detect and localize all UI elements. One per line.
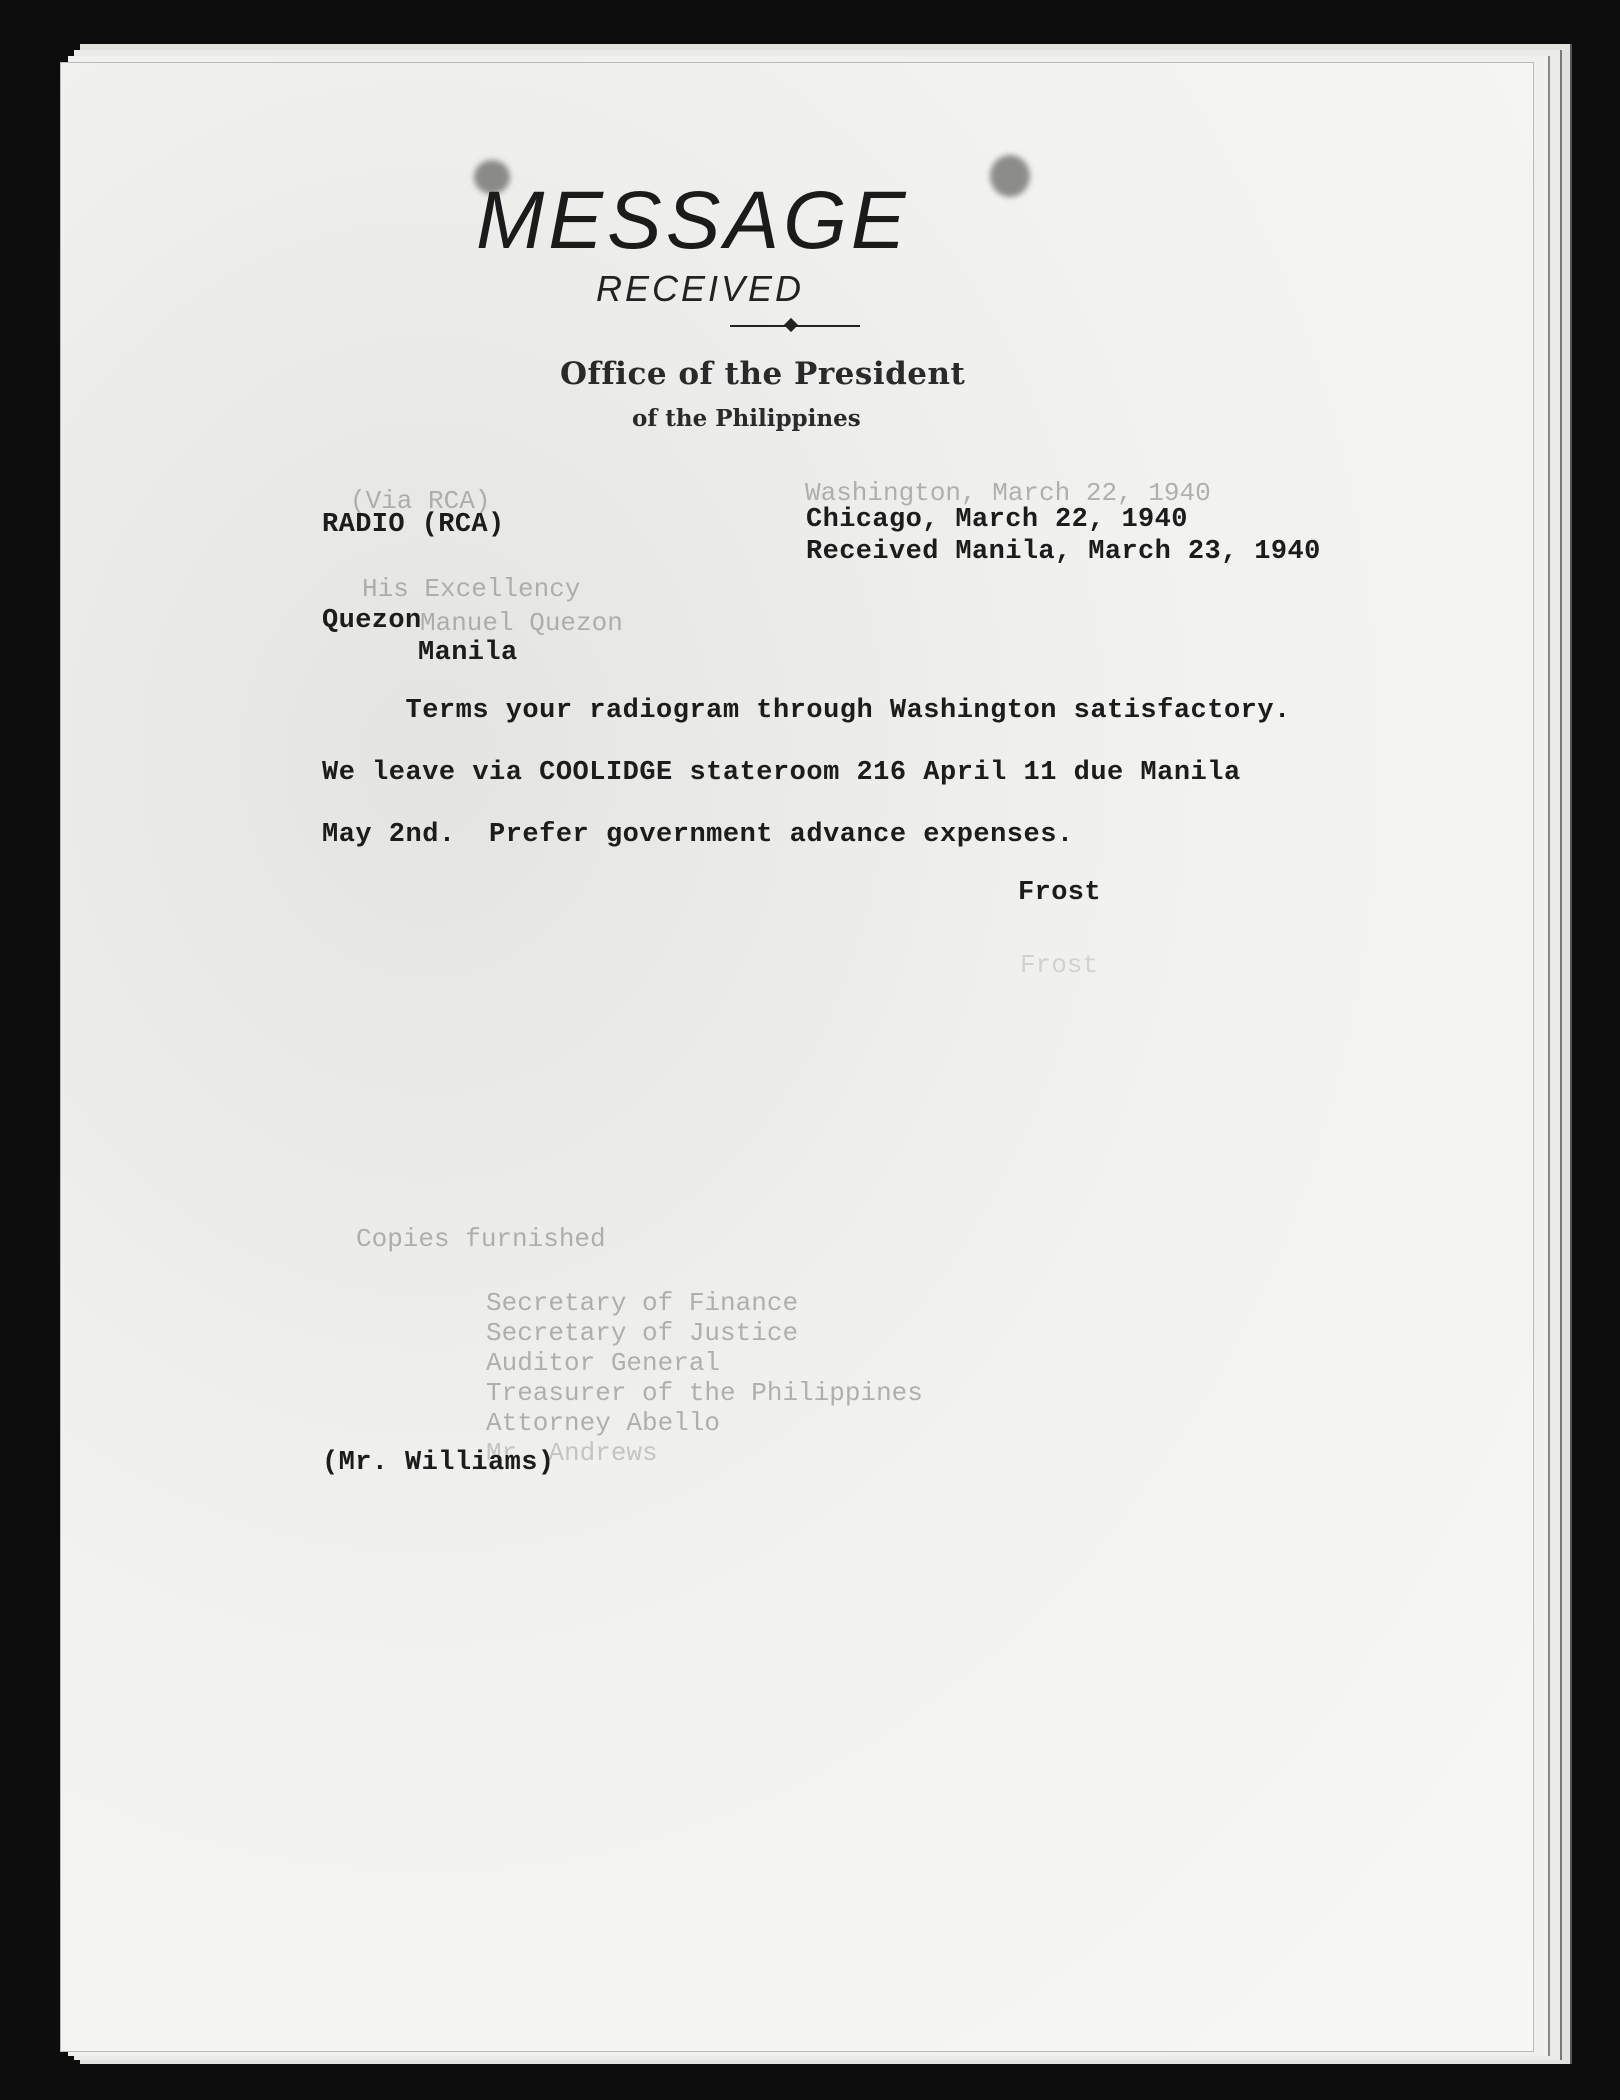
- message-body-line: We leave via COOLIDGE stateroom 216 April 11 due Manila: [322, 758, 1241, 788]
- letterhead-subtitle: RECEIVED: [596, 268, 805, 309]
- letterhead-office: Office of the President: [560, 356, 966, 392]
- origin-date: Chicago, March 22, 1940: [806, 505, 1188, 535]
- letterhead-country: of the Philippines: [632, 405, 861, 432]
- copies-item: Attorney Abello: [486, 1408, 721, 1438]
- addressee-city: Manila: [418, 638, 518, 668]
- addressee-name: Quezon: [322, 606, 422, 636]
- copies-item: Secretary of Justice: [486, 1318, 799, 1348]
- show-through-via: (Via RCA): [350, 486, 491, 516]
- show-through-addressee: Manuel Quezon: [420, 608, 623, 638]
- copies-item: Treasurer of the Philippines: [486, 1378, 923, 1408]
- show-through-signature: Frost: [1020, 950, 1099, 980]
- copies-item: Secretary of Finance: [486, 1288, 799, 1318]
- signature: Frost: [1018, 878, 1102, 908]
- footer-note: (Mr. Williams): [322, 1448, 555, 1478]
- message-body-line: Terms your radiogram through Washington satisfactory.: [322, 696, 1291, 726]
- message-body-line: May 2nd. Prefer government advance expenses.: [322, 820, 1074, 850]
- letterhead-title: MESSAGE: [476, 175, 910, 266]
- copies-item: Auditor General: [486, 1348, 721, 1378]
- show-through-salutation: His Excellency: [362, 574, 581, 604]
- copies-item: Mr. Andrews: [486, 1438, 658, 1468]
- copies-heading: Copies furnished: [356, 1224, 606, 1254]
- received-date: Received Manila, March 23, 1940: [806, 537, 1321, 567]
- channel-label: RADIO (RCA): [322, 510, 505, 540]
- show-through-washington-date: Washington, March 22, 1940: [805, 478, 1211, 508]
